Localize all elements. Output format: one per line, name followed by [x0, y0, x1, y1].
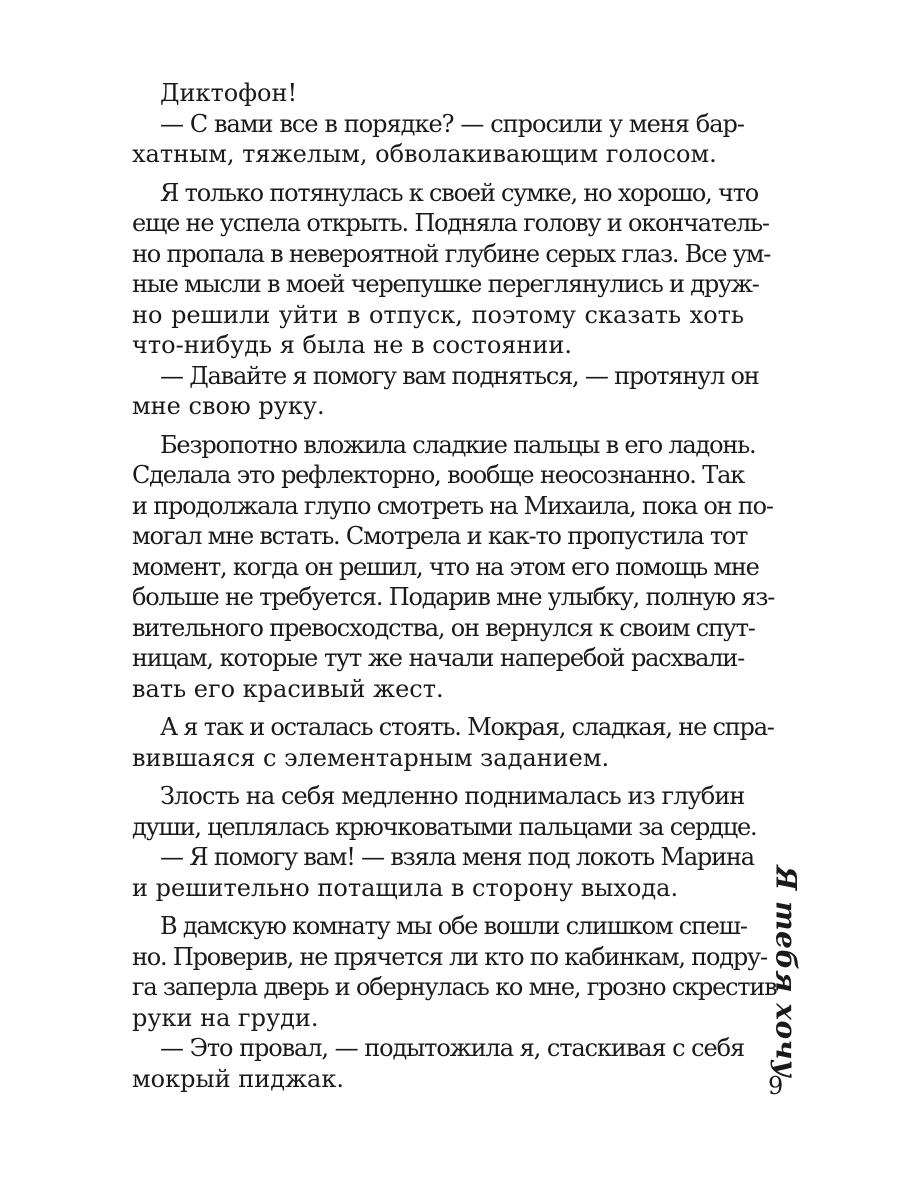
text-line: ные мысли в моей черепушке переглянулись и друж- [132, 270, 759, 298]
text-line: больше не требуется. Подарив мне улыбку, полную яз- [132, 583, 775, 611]
text-line: и решительно потащила в сторону выхода. [132, 873, 679, 902]
text-line: руки на груди. [132, 1003, 319, 1032]
page-number: 9 [768, 1072, 784, 1100]
text-line: что-нибудь я была не в состоянии. [132, 331, 573, 359]
text-line: А я так и осталась стоять. Мокрая, сладкая, не спра- [160, 713, 774, 741]
text-line: — С вами все в порядке? — спросили у меня бар- [160, 109, 744, 138]
text-line: хатным, тяжелым, обволакивающим голосом. [132, 140, 717, 168]
text-line: еще не успела открыть. Подняла голову и окончатель- [132, 209, 769, 237]
text-line: Злость на себя медленно поднималась из глубин [160, 782, 745, 810]
text-line: вившаяся с элементарным заданием. [132, 743, 610, 772]
text-line: но. Проверив, не прячется ли кто по кабинкам, подру- [132, 942, 767, 971]
running-title [760, 866, 812, 1076]
book-page-text [132, 78, 777, 1094]
text-line: вительного превосходства, он вернулся к своим спут- [132, 613, 755, 642]
text-line: га заперла дверь и обернулась ко мне, грозно скрестив [132, 973, 777, 1001]
text-line: ницам, которые тут же начали наперебой расхвали- [132, 644, 744, 672]
text-line: и продолжала глупо смотреть на Михаила, пока он по- [132, 491, 773, 520]
text-line: Безропотно вложила сладкие пальцы в его ладонь. [160, 430, 756, 459]
text-line: В дамскую комнату мы обе вошли слишком спеш- [160, 912, 747, 940]
text-line: Сделала это рефлекторно, вообще неосознанно. Так [132, 461, 744, 489]
running-title-text: Я тебя хочу [769, 865, 803, 1077]
text-line: мне свою руку. [132, 392, 325, 420]
text-line: — Я помогу вам! — взяла меня под локоть Марина [160, 843, 754, 871]
text-line: — Это провал, — подытожила я, стаскивая с себя [160, 1034, 744, 1062]
text-line: Диктофон! [160, 79, 298, 107]
text-line: могал мне встать. Смотрела и как-то пропустила тот [132, 522, 748, 550]
text-line: — Давайте я помогу вам подняться, — протянул он [160, 361, 759, 390]
text-line: мокрый пиджак. [132, 1064, 344, 1093]
text-line: Я только потянулась к своей сумке, но хорошо, что [160, 178, 759, 207]
text-line: но пропала в невероятной глубине серых глаз. Все ум- [132, 239, 771, 268]
text-line: момент, когда он решил, что на этом его помощь мне [132, 552, 759, 581]
text-line: души, цеплялась крючковатыми пальцами за сердце. [132, 812, 757, 841]
text-line: вать его красивый жест. [132, 674, 444, 703]
text-line: но решили уйти в отпуск, поэтому сказать хоть [132, 300, 744, 329]
